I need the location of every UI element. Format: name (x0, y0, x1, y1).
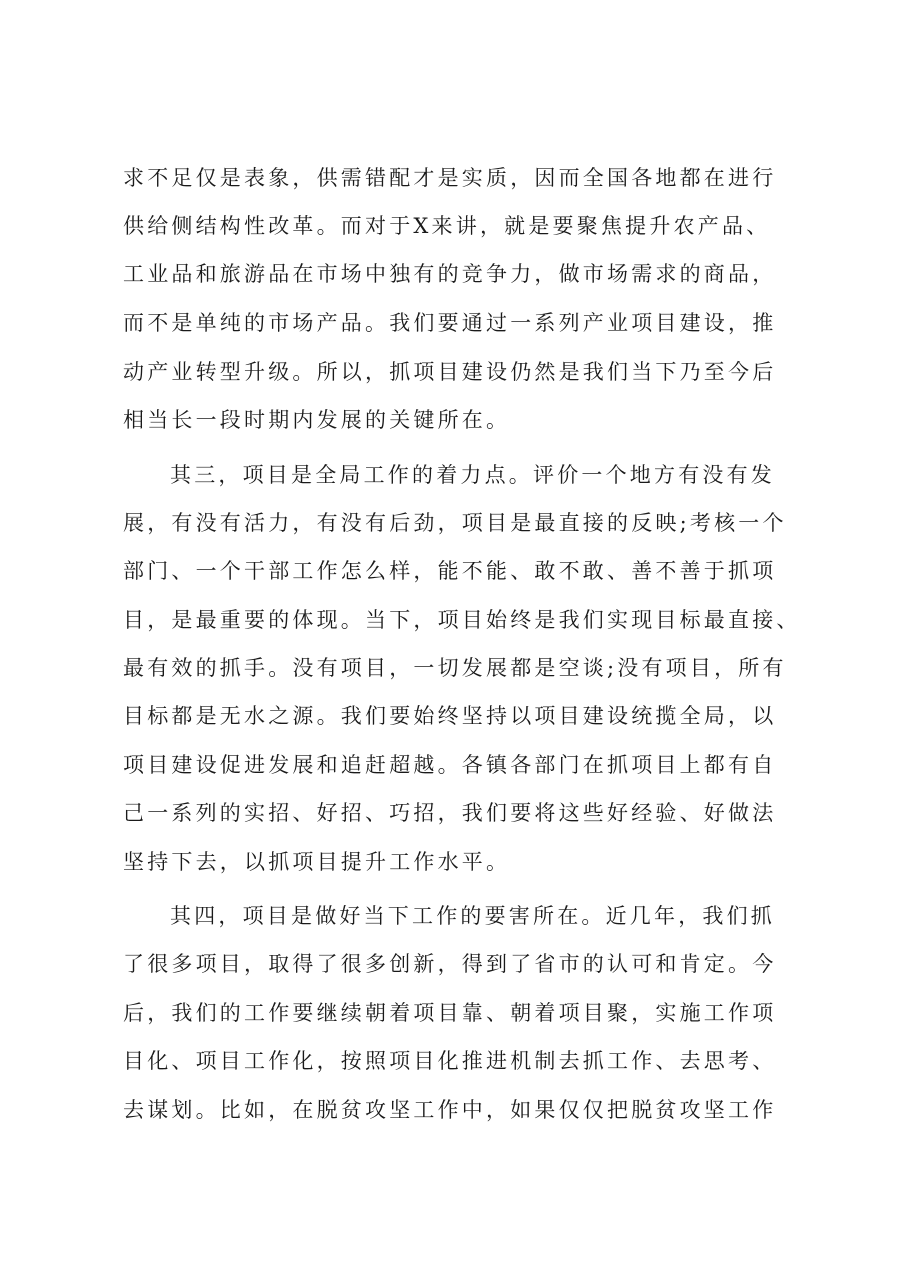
text-line: 求不足仅是表象，供需错配才是实质，因而全国各地都在进行 (123, 166, 777, 190)
text-line: 动产业转型升级。所以，抓项目建设仍然是我们当下乃至今后 (123, 360, 777, 384)
text-line: 其四，项目是做好当下工作的要害所在。近几年，我们抓 (170, 904, 775, 928)
text-line: 相当长一段时期内发展的关键所在。 (123, 408, 511, 432)
text-line: 部门、一个干部工作怎么样，能不能、敢不敢、善不善于抓项 (123, 559, 777, 583)
text-line: 供给侧结构性改革。而对于X来讲，就是要聚焦提升农产品、 (123, 214, 771, 238)
text-line: 去谋划。比如，在脱贫攻坚工作中，如果仅仅把脱贫攻坚工作 (123, 1098, 777, 1122)
text-line: 而不是单纯的市场产品。我们要通过一系列产业项目建设，推 (123, 311, 777, 335)
text-line: 后，我们的工作要继续朝着项目靠、朝着项目聚，实施工作项 (123, 1001, 777, 1025)
text-line: 其三，项目是全局工作的着力点。评价一个地方有没有发 (170, 463, 775, 487)
text-line: 坚持下去，以抓项目提升工作水平。 (123, 850, 511, 874)
text-line: 工业品和旅游品在市场中独有的竞争力，做市场需求的商品， (123, 262, 777, 286)
text-line: 展，有没有活力，有没有后劲，项目是最直接的反映;考核一个 (123, 511, 787, 535)
text-line: 目，是最重要的体现。当下，项目始终是我们实现目标最直接、 (123, 608, 801, 632)
text-line: 项目建设促进发展和追赶超越。各镇各部门在抓项目上都有自 (123, 753, 777, 777)
text-line: 目标都是无水之源。我们要始终坚持以项目建设统揽全局，以 (123, 704, 777, 728)
text-line: 了很多项目，取得了很多创新，得到了省市的认可和肯定。今 (123, 952, 777, 976)
text-line: 最有效的抓手。没有项目，一切发展都是空谈;没有项目，所有 (123, 656, 787, 680)
text-line: 目化、项目工作化，按照项目化推进机制去抓工作、去思考、 (123, 1049, 777, 1073)
text-line: 己一系列的实招、好招、巧招，我们要将这些好经验、好做法 (123, 801, 777, 825)
